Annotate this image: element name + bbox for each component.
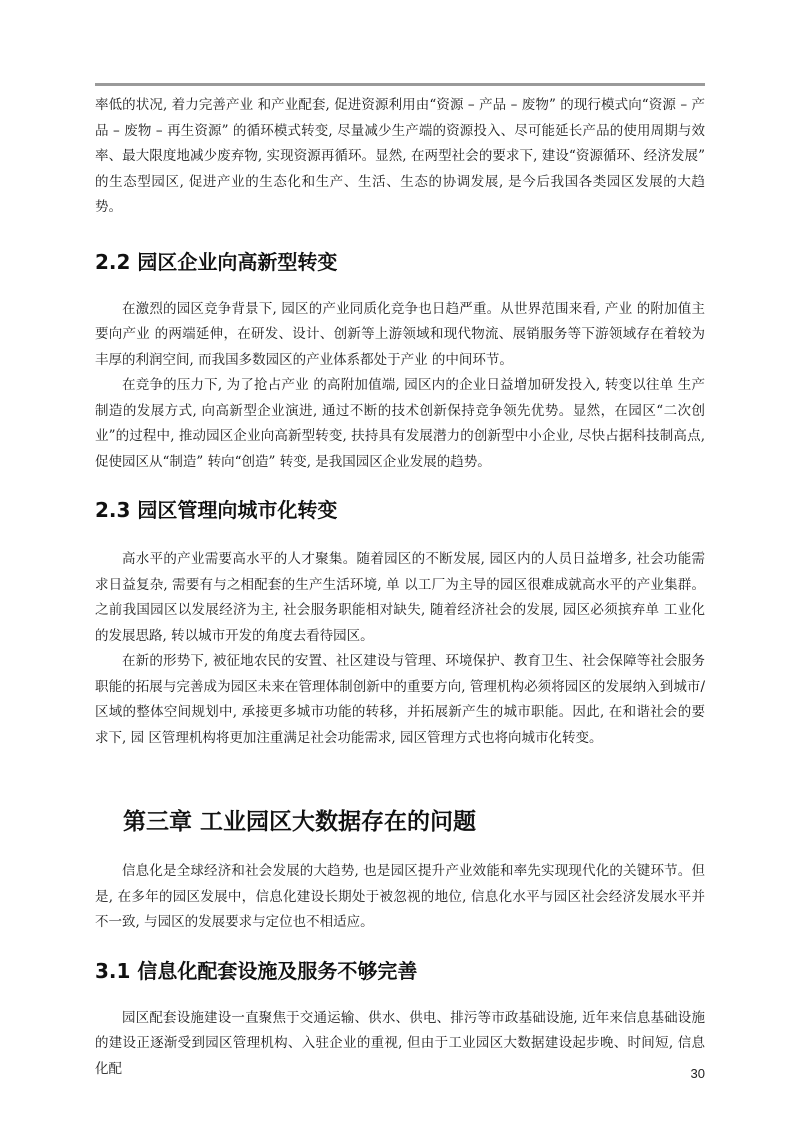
- section-2-2-paragraph-2: 在竞争的压力下, 为了抢占产业 的高附加值端, 园区内的企业日益增加研发投入, 转变以往单 生产制造的发展方式, 向高新型企业演进, 通过不断的技术创新保持竞争领先优势。显然，在园区“二次创业”的过程中, 推动园区企业向高新型转变, 扶持具有发展潜力的创新型中小企业, 尽快占据科技制高点, 促使园区从“制造” 转向“创造” 转变, 是我国园区企业发展的趋势。: [95, 377, 705, 470]
- section-heading-2-3: 2.3 园区管理向城市化转变: [95, 498, 338, 522]
- section-3-1-paragraph: 园区配套设施建设一直聚焦于交通运输、供水、供电、排污等市政基础设施, 近年来信息基础设施的建设正逐渐受到园区管理机构、入驻企业的重视, 但由于工业园区大数据建设起步晚、时间短, 信息化配: [95, 1009, 705, 1077]
- chapter-3-intro: 信息化是全球经济和社会发展的大趋势, 也是园区提升产业效能和率先实现现代化的关键环节。但是, 在多年的园区发展中，信息化建设长期处于被忽视的地位, 信息化水平与园区社会经济发展水平并不一致, 与园区的发展要求与定位也不相适应。: [95, 863, 705, 930]
- chapter-3-heading: 第三章 工业园区大数据存在的问题: [123, 809, 477, 835]
- page-content: [95, 93, 705, 1082]
- header-rule: [95, 83, 705, 86]
- section-2-3-paragraph-2: 在新的形势下, 被征地农民的安置、社区建设与管理、环境保护、教育卫生、社会保障等社会服务职能的拓展与完善成为园区未来在管理体制创新中的重要方向, 管理机构必须将园区的发展纳入到城市/区域的整体空间规划中, 承接更多城市功能的转移，并拓展新产生的城市职能。因此, 在和谐社会的要求下, 园 区管理机构将更加注重满足社会功能需求, 园区管理方式也将向城市化转变。: [95, 653, 705, 746]
- page-number: 30: [690, 1066, 705, 1081]
- section-heading-2-2: 2.2 园区企业向高新型转变: [95, 249, 338, 274]
- section-heading-3-1: 3.1 信息化配套设施及服务不够完善: [95, 958, 418, 983]
- continuation-paragraph: 率低的状况, 着力完善产业 和产业配套, 促进资源利用由“资源 – 产品 – 废物” 的现行模式向“资源 – 产品 – 废物 – 再生资源” 的循环模式转变, 尽量减少生产端的资源投入、尽可能延长产品的使用周期与效率、最大限度地减少废弃物, 实现资源再循环。显然, 在两型社会的要求下, 建设“资源循环、经济发展” 的生态型园区, 促进产业的生态化和生产、生活、生态的协调发展, 是今后我国各类园区发展的大趋势。: [95, 97, 705, 215]
- section-2-2-paragraph-1: 在激烈的园区竞争背景下, 园区的产业同质化竞争也日趋严重。从世界范围来看, 产业 的附加值主要向产业 的两端延伸，在研发、设计、创新等上游领域和现代物流、展销服务等下游领域存在着较为丰厚的利润空间, 而我国多数园区的产业体系都处于产业 的中间环节。: [95, 300, 705, 368]
- section-2-3-paragraph-1: 高水平的产业需要高水平的人才聚集。随着园区的不断发展, 园区内的人员日益增多, 社会功能需求日益复杂, 需要有与之相配套的生产生活环境, 单 以工厂为主导的园区很难成就高水平的产业集群。之前我国园区以发展经济为主, 社会服务职能相对缺失, 随着经济社会的发展, 园区必须摈弃单 工业化的发展思路, 转以城市开发的角度去看待园区。: [95, 551, 705, 644]
